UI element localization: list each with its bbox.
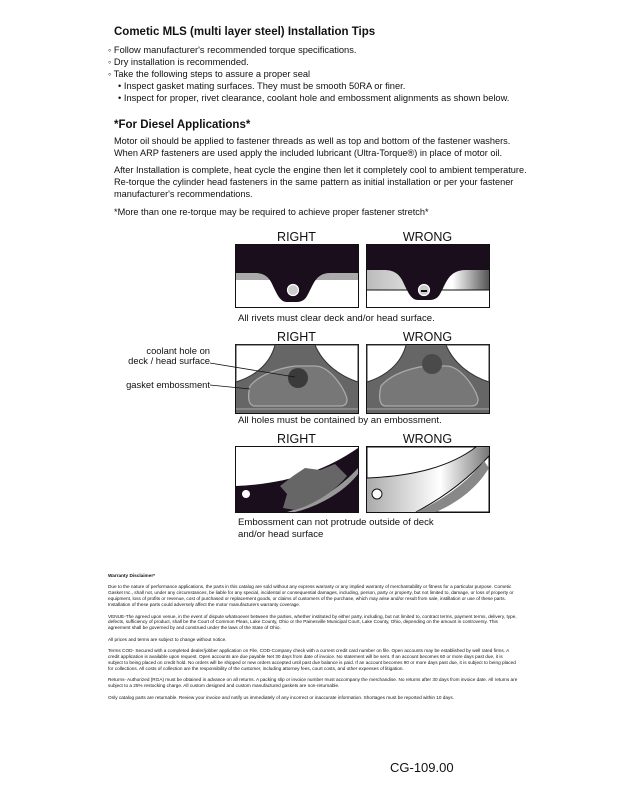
bullet-icon: ◦ — [108, 69, 112, 79]
right-label: RIGHT — [277, 230, 316, 244]
returns-paragraph: Returns- Authorized (RGA) must be obtained in advance on all returns. A packing slip or invoice number must accompany the merchandise. No returns after 30 days from invoice date. All returns are subject to a 25% restocking charge. All custom designed and custom manufactured gaskets are non-returnable. — [108, 677, 518, 689]
sub-tip-text: Inspect for proper, rivet clearance, coolant hole and embossment alignments as shown below. — [123, 93, 510, 103]
tip-text: Dry installation is recommended. — [113, 57, 249, 67]
sub-tip-text: Inspect gasket mating surfaces. They must be smooth 50RA or finer. — [123, 81, 406, 91]
tip-text: Take the following steps to assure a proper seal — [113, 69, 311, 79]
tip-item — [108, 69, 310, 79]
right-label: RIGHT — [277, 330, 316, 344]
caption-embossment-2: and/or head surface — [238, 529, 324, 540]
bullet-icon: • — [118, 93, 122, 103]
rivet-wrong-diagram — [366, 244, 490, 308]
diesel-paragraph-1: Motor oil should be applied to fastener threads as well as top and bottom of the fastener washers. When ARP fasteners are used apply the included lubricant (Ultra-Torque®) in place of motor oil. — [114, 136, 511, 158]
bullet-icon: ◦ — [108, 45, 112, 55]
tip-item — [108, 45, 356, 55]
tip-item — [108, 57, 249, 67]
embossment-right-diagram — [235, 446, 359, 513]
rivet-right-diagram — [235, 244, 359, 308]
venue-paragraph: VENUE-The agreed upon venue, in the event of dispute whatsoever between the parties, whether instituted by either party, including, but not limited to, contract terms, payment terms, delivery, type, defects, sufficiency of product, shall be the Court of Common Pleas, Lake County, Ohio or the Painesville Municipal Court, Lake County, Ohio, depending on the amount in controversy. This agreement shall be governed by and construed under the laws of the State of Ohio. — [108, 613, 517, 631]
callout-coolant-line1: coolant hole on — [146, 345, 210, 356]
wrong-label: WRONG — [402, 432, 453, 446]
wrong-label: WRONG — [402, 330, 453, 344]
wrong-label: WRONG — [402, 230, 453, 244]
caption-holes: All holes must be contained by an embossment. — [238, 415, 442, 426]
warranty-paragraph: Due to the nature of performance applications, the parts in this catalog are sold without any express warranty or any implied warranty of merchantability or fitness for a particular purpose. Cometic Gasket Inc., shall not, under any circumstances, be liable for any special, incidental or consequential damages, including, person, party or property, but not limited to, damage, or loss of property or equipment, loss of profits or revenue, cost of purchased or replacement goods, or claims of customers of the purchase, which may arise and/or result from sale, instillation or use of these parts. Installation of these parts could adversely affect the motor manufacturers warranty coverage. — [108, 584, 514, 608]
caption-embossment-1: Embossment can not protrude outside of deck — [238, 517, 434, 528]
callout-embossment: gasket embossment — [126, 379, 210, 390]
page-code: CG-109.00 — [390, 760, 454, 775]
right-label: RIGHT — [277, 432, 316, 446]
tip-text: Follow manufacturer's recommended torque specifications. — [113, 45, 357, 55]
bullet-icon: • — [118, 81, 122, 91]
diesel-heading: *For Diesel Applications* — [114, 119, 251, 131]
sub-tip-item — [118, 81, 405, 91]
terms-paragraph: Terms COD- Secured with a completed dealer/jobber application on File, COD-Company check with a current credit card number on file. Open accounts may be established by well rated firms. A credit application is available upon request. Open accounts are due payable Net 30 days from date of invoice. No statement will be sent. If an account becomes 60 or more days past due, it is subject to being placed on credit hold. No orders will be shipped or new orders accepted until past due balance is paid. If an account becomes 90 or more days past due, it is subject to being placed for collections. All costs of collection are the responsibility of the customer, including attorney fees, court costs, and other expenses of litigation. — [108, 648, 516, 671]
diesel-paragraph-2: After Installation is complete, heat cycle the engine then let it completely cool to ambient temperature. Re-torque the cylinder head fasteners in the same pattern as initial installation or per your fastener manufacturer's recommendations. — [114, 165, 527, 199]
callout-leader-lines — [205, 355, 300, 395]
caption-rivets: All rivets must clear deck and/or head surface. — [238, 313, 435, 324]
diesel-paragraph-3: *More than one re-torque may be required to achieve proper fastener stretch* — [114, 207, 429, 217]
page-title: Cometic MLS (multi layer steel) Installation Tips — [114, 26, 376, 38]
embossment-wrong-diagram — [366, 446, 490, 513]
prices-paragraph: All prices and terms are subject to change without notice. — [108, 636, 227, 642]
bullet-icon: ◦ — [108, 57, 112, 67]
callout-coolant-line2: deck / head surface — [128, 355, 210, 366]
warranty-heading: Warranty Disclaimer* — [108, 573, 155, 578]
warranty-section — [108, 573, 518, 706]
coolant-wrong-diagram — [366, 344, 490, 414]
catalog-paragraph: Only catalog parts are returnable. Review your invoice and notify us immediately of any incorrect or inaccurate information. Shortages must be reported within 10 days. — [108, 694, 455, 700]
sub-tip-item — [118, 93, 509, 103]
